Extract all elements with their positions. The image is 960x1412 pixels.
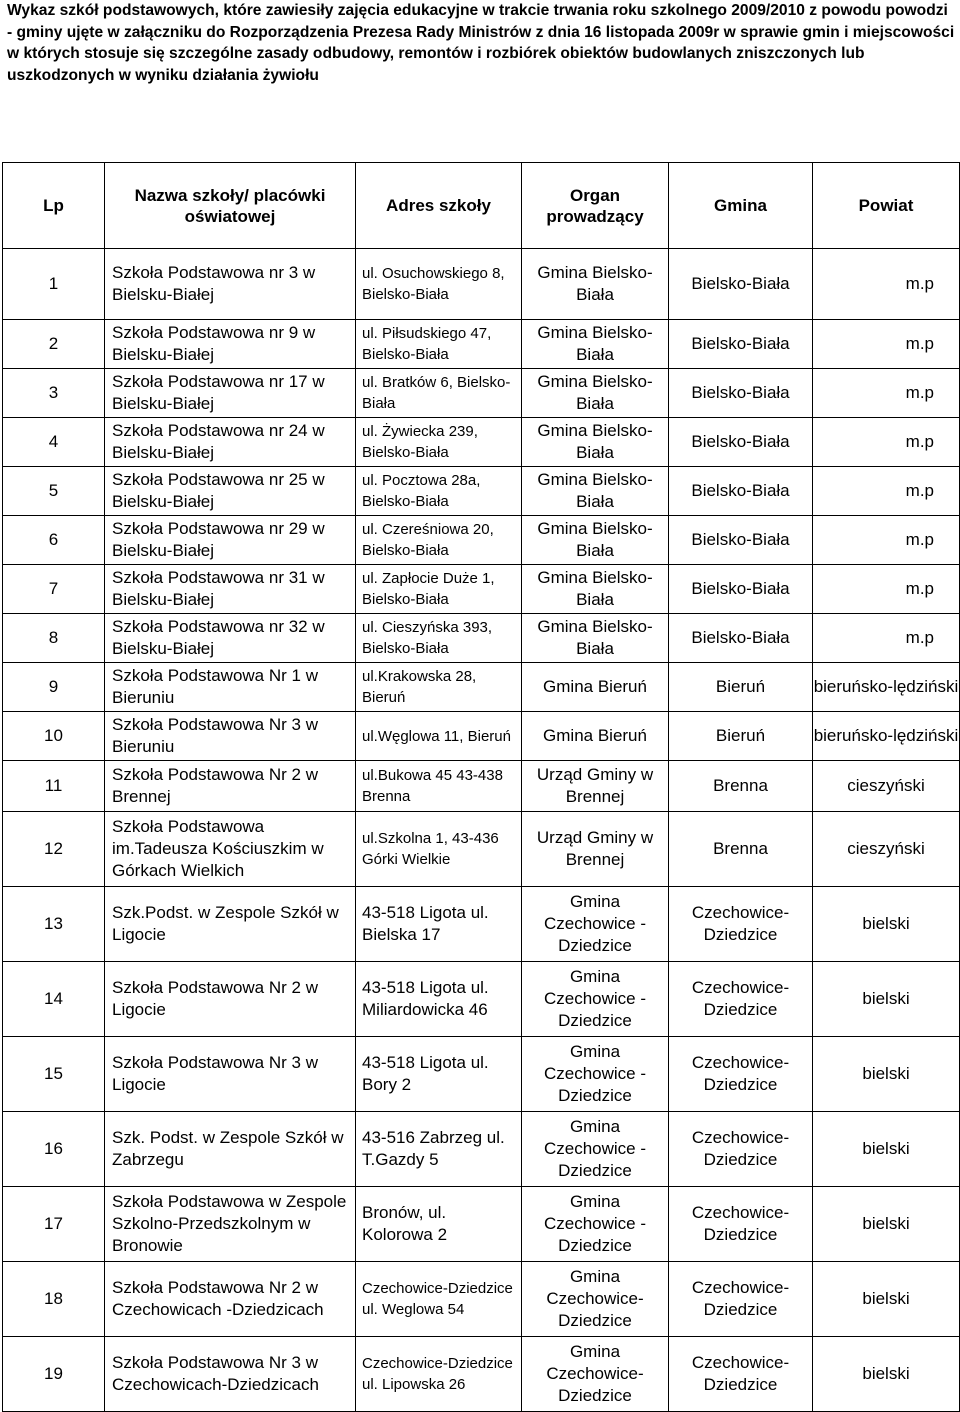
cell-organ: Gmina Bielsko-Biała bbox=[522, 369, 669, 418]
cell-address: ul.Węglowa 11, Bieruń bbox=[356, 712, 522, 761]
table-row bbox=[3, 249, 960, 320]
cell-school-name: Szkoła Podstawowa Nr 3 w Czechowicach-Dziedzicach bbox=[105, 1337, 356, 1412]
cell-organ: Gmina Czechowice - Dziedzice bbox=[522, 1112, 669, 1187]
cell-address: ul.Szkolna 1, 43-436 Górki Wielkie bbox=[356, 812, 522, 887]
cell-address: ul.Krakowska 28, Bieruń bbox=[356, 663, 522, 712]
cell-address: ul. Żywiecka 239, Bielsko-Biała bbox=[356, 418, 522, 467]
cell-gmina: Bieruń bbox=[669, 712, 813, 761]
cell-gmina: Bielsko-Biała bbox=[669, 320, 813, 369]
table-row bbox=[3, 1037, 960, 1112]
cell-gmina: Bielsko-Biała bbox=[669, 516, 813, 565]
cell-school-name: Szkoła Podstawowa nr 31 w Bielsku-Białej bbox=[105, 565, 356, 614]
cell-lp: 15 bbox=[3, 1037, 105, 1112]
cell-powiat: bieruńsko-lędziński bbox=[813, 712, 960, 761]
cell-school-name: Szkoła Podstawowa w Zespole Szkolno-Przedszkolnym w Bronowie bbox=[105, 1187, 356, 1262]
cell-school-name: Szkoła Podstawowa Nr 1 w Bieruniu bbox=[105, 663, 356, 712]
header-school-name: Nazwa szkoły/ placówki oświatowej bbox=[105, 163, 356, 249]
cell-organ: Urząd Gminy w Brennej bbox=[522, 761, 669, 812]
cell-lp: 2 bbox=[3, 320, 105, 369]
cell-organ: Gmina Czechowice - Dziedzice bbox=[522, 1187, 669, 1262]
header-organ: Organ prowadzący bbox=[522, 163, 669, 249]
cell-lp: 4 bbox=[3, 418, 105, 467]
cell-powiat: m.p bbox=[813, 418, 960, 467]
cell-lp: 6 bbox=[3, 516, 105, 565]
cell-address: ul. Cieszyńska 393, Bielsko-Biała bbox=[356, 614, 522, 663]
cell-lp: 8 bbox=[3, 614, 105, 663]
cell-organ: Gmina Bielsko-Biała bbox=[522, 418, 669, 467]
cell-gmina: Bielsko-Biała bbox=[669, 467, 813, 516]
cell-organ: Gmina Czechowice - Dziedzice bbox=[522, 1037, 669, 1112]
cell-school-name: Szkoła Podstawowa Nr 2 w Brennej bbox=[105, 761, 356, 812]
table-row bbox=[3, 663, 960, 712]
cell-school-name: Szkoła Podstawowa nr 25 w Bielsku-Białej bbox=[105, 467, 356, 516]
cell-address: 43-516 Zabrzeg ul. T.Gazdy 5 bbox=[356, 1112, 522, 1187]
cell-lp: 7 bbox=[3, 565, 105, 614]
cell-powiat: m.p bbox=[813, 467, 960, 516]
table-row bbox=[3, 614, 960, 663]
cell-lp: 11 bbox=[3, 761, 105, 812]
cell-gmina: Bielsko-Biała bbox=[669, 369, 813, 418]
cell-lp: 3 bbox=[3, 369, 105, 418]
cell-organ: Gmina Bielsko-Biała bbox=[522, 249, 669, 320]
cell-powiat: bielski bbox=[813, 1112, 960, 1187]
table-row bbox=[3, 1262, 960, 1337]
table-row bbox=[3, 1112, 960, 1187]
table-row bbox=[3, 320, 960, 369]
cell-powiat: m.p bbox=[813, 320, 960, 369]
cell-lp: 12 bbox=[3, 812, 105, 887]
cell-address: ul. Czereśniowa 20, Bielsko-Biała bbox=[356, 516, 522, 565]
cell-address: 43-518 Ligota ul. Miliardowicka 46 bbox=[356, 962, 522, 1037]
cell-powiat: cieszyński bbox=[813, 812, 960, 887]
cell-organ: Gmina Bieruń bbox=[522, 712, 669, 761]
cell-school-name: Szkoła Podstawowa nr 17 w Bielsku-Białej bbox=[105, 369, 356, 418]
cell-gmina: Bielsko-Biała bbox=[669, 614, 813, 663]
cell-lp: 18 bbox=[3, 1262, 105, 1337]
cell-powiat: bielski bbox=[813, 1262, 960, 1337]
table-row bbox=[3, 418, 960, 467]
cell-powiat: bielski bbox=[813, 1037, 960, 1112]
table-row bbox=[3, 887, 960, 962]
cell-gmina: Bieruń bbox=[669, 663, 813, 712]
cell-gmina: Czechowice-Dziedzice bbox=[669, 887, 813, 962]
cell-address: ul. Piłsudskiego 47, Bielsko-Biała bbox=[356, 320, 522, 369]
cell-address: Czechowice-Dziedzice ul. Weglowa 54 bbox=[356, 1262, 522, 1337]
cell-lp: 13 bbox=[3, 887, 105, 962]
table-row bbox=[3, 962, 960, 1037]
header-gmina: Gmina bbox=[669, 163, 813, 249]
cell-gmina: Czechowice-Dziedzice bbox=[669, 1337, 813, 1412]
table-row bbox=[3, 1337, 960, 1412]
table-row bbox=[3, 516, 960, 565]
cell-gmina: Czechowice-Dziedzice bbox=[669, 1037, 813, 1112]
cell-address: 43-518 Ligota ul. Bielska 17 bbox=[356, 887, 522, 962]
cell-school-name: Szk.Podst. w Zespole Szkół w Ligocie bbox=[105, 887, 356, 962]
cell-powiat: m.p bbox=[813, 249, 960, 320]
cell-address: Bronów, ul. Kolorowa 2 bbox=[356, 1187, 522, 1262]
cell-gmina: Czechowice-Dziedzice bbox=[669, 1187, 813, 1262]
header-address: Adres szkoły bbox=[356, 163, 522, 249]
cell-organ: Gmina Bielsko-Biała bbox=[522, 516, 669, 565]
cell-gmina: Bielsko-Biała bbox=[669, 565, 813, 614]
table-row bbox=[3, 467, 960, 516]
header-lp: Lp bbox=[3, 163, 105, 249]
cell-powiat: bieruńsko-lędziński bbox=[813, 663, 960, 712]
cell-organ: Gmina Bielsko-Biała bbox=[522, 565, 669, 614]
cell-school-name: Szkoła Podstawowa nr 3 w Bielsku-Białej bbox=[105, 249, 356, 320]
cell-school-name: Szkoła Podstawowa nr 24 w Bielsku-Białej bbox=[105, 418, 356, 467]
cell-address: ul. Zapłocie Duże 1, Bielsko-Biała bbox=[356, 565, 522, 614]
cell-organ: Gmina Czechowice - Dziedzice bbox=[522, 962, 669, 1037]
cell-lp: 5 bbox=[3, 467, 105, 516]
cell-powiat: m.p bbox=[813, 516, 960, 565]
cell-powiat: m.p bbox=[813, 565, 960, 614]
cell-lp: 14 bbox=[3, 962, 105, 1037]
cell-school-name: Szkoła Podstawowa Nr 2 w Czechowicach -Dziedzicach bbox=[105, 1262, 356, 1337]
cell-school-name: Szkoła Podstawowa Nr 2 w Ligocie bbox=[105, 962, 356, 1037]
cell-school-name: Szkoła Podstawowa nr 29 w Bielsku-Białej bbox=[105, 516, 356, 565]
cell-powiat: bielski bbox=[813, 962, 960, 1037]
cell-address: ul. Bratków 6, Bielsko-Biała bbox=[356, 369, 522, 418]
cell-organ: Urząd Gminy w Brennej bbox=[522, 812, 669, 887]
cell-lp: 17 bbox=[3, 1187, 105, 1262]
document-title: Wykaz szkół podstawowych, które zawiesiły zajęcia edukacyjne w trakcie trwania roku szkolnego 2009/2010 z powodu powodzi - gminy ujęte w załączniku do Rozporządzenia Prezesa Rady Ministrów z dnia 16 listopada 2009r w sprawie gmin i miejscowości w których stosuje się szczególne zasady odbudowy, remontów i rozbiórek obiektów budowlanych zniszczonych lub uszkodzonych w wyniku działania żywiołu bbox=[7, 2, 955, 84]
cell-powiat: m.p bbox=[813, 369, 960, 418]
cell-school-name: Szkoła Podstawowa Nr 3 w Bieruniu bbox=[105, 712, 356, 761]
table-row bbox=[3, 565, 960, 614]
table-row bbox=[3, 369, 960, 418]
cell-organ: Gmina Czechowice-Dziedzice bbox=[522, 1337, 669, 1412]
cell-lp: 19 bbox=[3, 1337, 105, 1412]
cell-school-name: Szkoła Podstawowa im.Tadeusza Kościuszkim w Górkach Wielkich bbox=[105, 812, 356, 887]
cell-organ: Gmina Bielsko-Biała bbox=[522, 614, 669, 663]
cell-organ: Gmina Bielsko-Biała bbox=[522, 320, 669, 369]
cell-lp: 9 bbox=[3, 663, 105, 712]
cell-gmina: Czechowice-Dziedzice bbox=[669, 962, 813, 1037]
cell-organ: Gmina Czechowice - Dziedzice bbox=[522, 887, 669, 962]
cell-lp: 10 bbox=[3, 712, 105, 761]
cell-gmina: Brenna bbox=[669, 812, 813, 887]
cell-gmina: Czechowice-Dziedzice bbox=[669, 1112, 813, 1187]
cell-organ: Gmina Czechowice-Dziedzice bbox=[522, 1262, 669, 1337]
cell-powiat: m.p bbox=[813, 614, 960, 663]
cell-gmina: Brenna bbox=[669, 761, 813, 812]
table-header-row bbox=[3, 163, 960, 249]
cell-gmina: Bielsko-Biała bbox=[669, 418, 813, 467]
cell-school-name: Szk. Podst. w Zespole Szkół w Zabrzegu bbox=[105, 1112, 356, 1187]
cell-organ: Gmina Bieruń bbox=[522, 663, 669, 712]
cell-gmina: Bielsko-Biała bbox=[669, 249, 813, 320]
cell-address: ul. Osuchowskiego 8, Bielsko-Biała bbox=[356, 249, 522, 320]
cell-school-name: Szkoła Podstawowa nr 32 w Bielsku-Białej bbox=[105, 614, 356, 663]
cell-powiat: bielski bbox=[813, 1337, 960, 1412]
cell-lp: 16 bbox=[3, 1112, 105, 1187]
cell-address: 43-518 Ligota ul. Bory 2 bbox=[356, 1037, 522, 1112]
cell-powiat: bielski bbox=[813, 887, 960, 962]
table-row bbox=[3, 812, 960, 887]
cell-school-name: Szkoła Podstawowa nr 9 w Bielsku-Białej bbox=[105, 320, 356, 369]
header-powiat: Powiat bbox=[813, 163, 960, 249]
table-row bbox=[3, 1187, 960, 1262]
schools-table bbox=[2, 162, 960, 1412]
cell-school-name: Szkoła Podstawowa Nr 3 w Ligocie bbox=[105, 1037, 356, 1112]
cell-lp: 1 bbox=[3, 249, 105, 320]
table-row bbox=[3, 761, 960, 812]
cell-address: ul. Pocztowa 28a, Bielsko-Biała bbox=[356, 467, 522, 516]
cell-address: Czechowice-Dziedzice ul. Lipowska 26 bbox=[356, 1337, 522, 1412]
cell-powiat: bielski bbox=[813, 1187, 960, 1262]
cell-address: ul.Bukowa 45 43-438 Brenna bbox=[356, 761, 522, 812]
cell-powiat: cieszyński bbox=[813, 761, 960, 812]
cell-gmina: Czechowice-Dziedzice bbox=[669, 1262, 813, 1337]
cell-organ: Gmina Bielsko-Biała bbox=[522, 467, 669, 516]
table-row bbox=[3, 712, 960, 761]
